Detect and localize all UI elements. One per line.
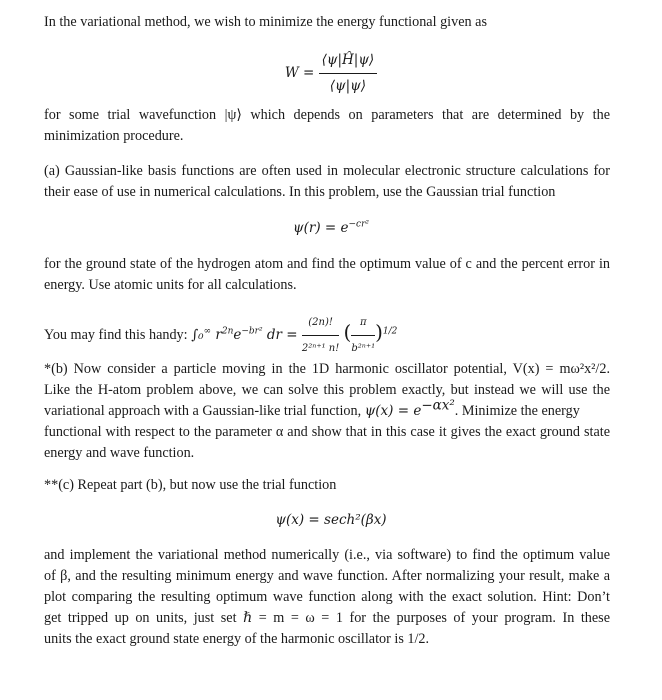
equation-lhs: W = [284,65,315,81]
equation-numerator: ⟨ψ|Ĥ|ψ⟩ [319,50,378,74]
gaussian-eq-exponent: −cr² [348,219,369,230]
part-b-line3-end: . Minimize the energy [454,403,580,419]
frac1-num: (2n)! [302,312,339,336]
part-b-line3-text: variational approach with a Gaussian-like trial function, [44,403,365,419]
sech-trial-equation: ψ(x) = sech²(βx) [275,512,387,528]
integral-dr: dr = [262,327,298,343]
trial-text-line1: for some trial wavefunction |ψ⟩ which depends on parameters that are determined by the [44,107,610,123]
part-b-line2: Like the H-atom problem above, we can solve this problem exactly, but instead we will use the [44,382,610,398]
integral-upper: ∞ [203,326,212,337]
handy-integral: ∫₀∞ $r^{2n}e^{-br^2}$ dr = $\frac{(2n)!}{\text{2²ⁿ⁺¹ n!}}$ ( $\frac{\pi}{\text{b²ⁿ⁺¹}}$ )$^{1/2}$ [191,327,397,343]
intro-text: In the variational method, we wish to minimize the energy functional given as [44,14,487,30]
equation-denominator: ⟨ψ|ψ⟩ [329,78,367,94]
part-a-line4: energy. Use atomic units for all calculations. [44,277,297,293]
integral-power: 1/2 [382,326,398,337]
handy-text: You may find this handy: [44,327,192,343]
part-b-trial-eq: ψ(x) = e [364,403,422,419]
part-c-line3: of β, and the resulting minimum energy and wave function. After normalizing your result, make a [44,568,610,584]
integral-r-power: 2n [221,326,234,337]
part-b-line3 [44,397,610,422]
energy-functional-equation [0,50,662,97]
integral-frac1 [302,312,339,359]
part-b-line4: functional with respect to the parameter α and show that in this case it gives the exact ground state [44,424,610,440]
integral-sign: ∫₀ [191,327,204,343]
part-a-line2: their ease of use in numerical calculations. In this problem, use the Gaussian trial function [44,184,556,200]
frac2-den: b²ⁿ⁺¹ [351,343,376,354]
integral-e: e [233,327,242,343]
equation-fraction [319,50,378,97]
integral-r: r [211,327,222,343]
trial-text-line2: minimization procedure. [44,128,184,144]
part-b-line5: energy and wave function. [44,445,195,461]
gaussian-trial-equation [0,218,662,239]
part-b-trial-exponent: −αx² [421,397,455,414]
frac1-den: 2²ⁿ⁺¹ n! [301,343,340,354]
part-b-line1: *(b) Now consider a particle moving in the 1D harmonic oscillator potential, V(x) = mω²x²/2. [44,361,610,377]
part-c-line6: units the exact ground state energy of the harmonic oscillator is 1/2. [44,631,430,647]
part-c-line1: **(c) Repeat part (b), but now use the trial function [44,477,337,493]
part-a-line1: (a) Gaussian-like basis functions are often used in molecular electronic structure calculations for [44,163,610,179]
part-a-line3: for the ground state of the hydrogen atom and find the optimum value of c and the percent error in [44,256,610,272]
part-c-line2: and implement the variational method numerically (i.e., via software) to find the optimum value [44,547,610,563]
gaussian-eq-base: ψ(r) = e [293,220,349,236]
part-c-line4: plot comparing the resulting optimum wave function along with the exact solution. Hint: Don’t [44,589,610,605]
integral-frac2 [351,312,375,359]
handy-integral-line [44,312,397,359]
part-c-line5: get tripped up on units, just set ℏ = m = ω = 1 for the purposes of your program. In these [44,610,610,626]
integral-e-exponent: −br² [241,326,263,337]
frac2-num: π [351,312,375,336]
